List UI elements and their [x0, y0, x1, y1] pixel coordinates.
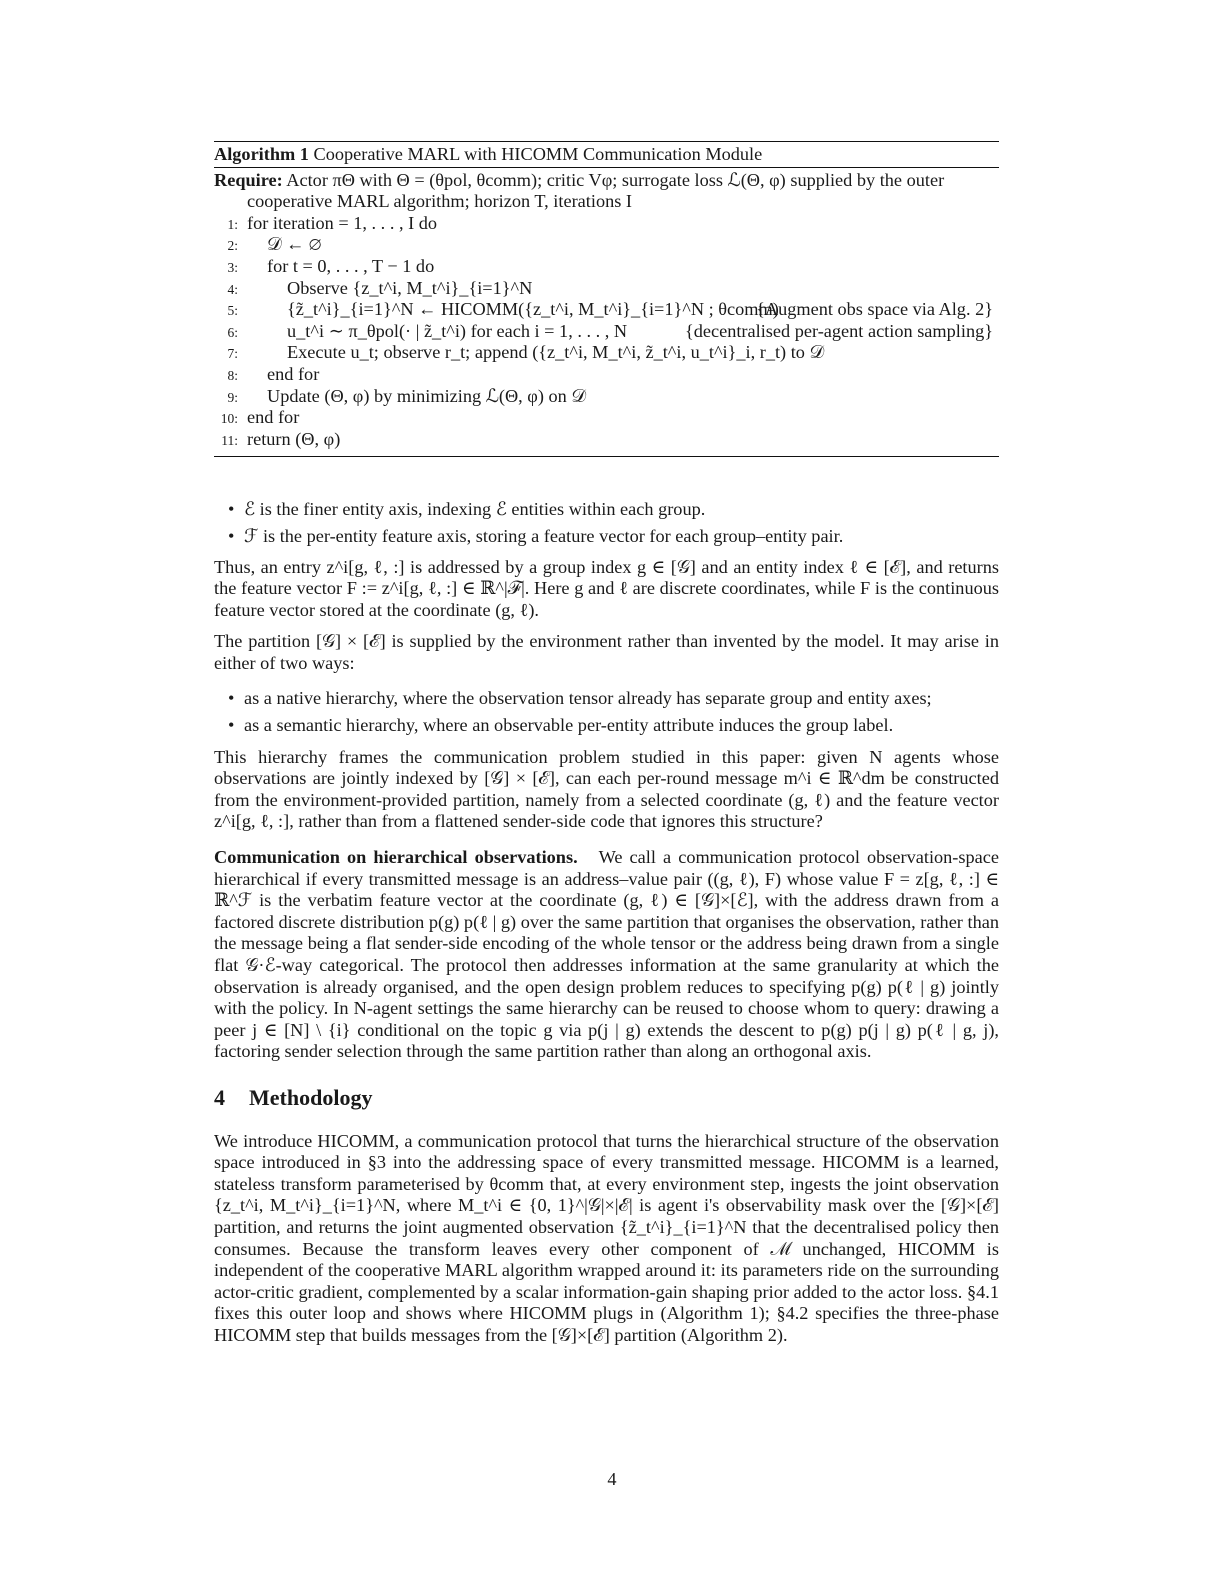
algorithm-line	[214, 213, 999, 235]
paragraph-heading: Communication on hierarchical observations.	[214, 847, 578, 868]
line-text: Update (Θ, φ) by minimizing ℒ(Θ, φ) on 𝒟	[267, 385, 586, 406]
section-number: 4	[214, 1084, 225, 1110]
axis-bullet-list	[214, 499, 999, 547]
paragraph-body: We call a communication protocol observation-space hierarchical if every transmitted message is an address–value pair ((g, ℓ), F) whose value F = z[g, ℓ, :] ∈ ℝ^ℱ is the verbatim feature vector at the coordinate (g, ℓ) ∈ [𝒢]×[ℰ], with the address drawn from a factored discrete distribution p(g) p(ℓ | g) over the same partition that organises the observation, rather than the message being a flat sender-side encoding of the whole tensor or the address being drawn from a single flat 𝒢·ℰ-way categorical. The protocol then addresses information at the same granularity at which the observation is already organised, and the open design problem reduces to specifying p(g) p(ℓ | g) jointly with the policy. In N-agent settings the same hierarchy can be reused to choose whom to query: drawing a peer j ∈ [N] \ {i} conditional on the topic g via p(j | g) extends the descent to p(g) p(j | g) p(ℓ | g, j), factoring sender selection through the same partition rather than along an orthogonal axis.	[214, 847, 999, 1062]
line-number: 1:	[227, 216, 238, 232]
line-text: Execute u_t; observe r_t; append ({z_t^i, M_t^i, z̃_t^i, u_t^i}_i, r_t) to 𝒟	[287, 342, 825, 363]
algorithm-line	[214, 429, 999, 451]
line-number: 11:	[221, 432, 238, 448]
line-text: u_t^i ∼ π_θpol(· | z̃_t^i) for each i = 1, . . . , N	[287, 320, 628, 341]
algorithm-label: Algorithm 1	[214, 144, 309, 164]
paragraph-partition: The partition [𝒢] × [ℰ] is supplied by the environment rather than invented by the model. It may arise in either of two ways:	[214, 631, 999, 673]
algorithm-title: Cooperative MARL with HICOMM Communication Module	[313, 144, 763, 164]
algorithm-caption	[214, 142, 999, 167]
algorithm-line	[214, 407, 999, 429]
line-comment: {Augment obs space via Alg. 2}	[756, 299, 993, 320]
require-label: Require:	[214, 169, 283, 190]
line-number: 9:	[227, 389, 238, 405]
line-number: 6:	[227, 324, 238, 340]
algorithm-line	[214, 342, 999, 364]
algorithm-bottom-rule	[214, 456, 999, 457]
line-number: 7:	[227, 346, 238, 362]
algorithm-line	[214, 234, 999, 256]
list-item: • ℰ is the finer entity axis, indexing ℰ entities within each group.	[214, 499, 999, 521]
require-text: Actor πΘ with Θ = (θpol, θcomm); critic Vφ; surrogate loss ℒ(Θ, φ) supplied by the outer	[286, 169, 945, 190]
list-item: • as a native hierarchy, where the observation tensor already has separate group and entity axes;	[214, 688, 999, 710]
line-comment: {decentralised per-agent action sampling}	[684, 320, 993, 341]
line-number: 5:	[227, 303, 238, 319]
line-text: end for	[267, 363, 320, 384]
line-text: for t = 0, . . . , T − 1 do	[267, 255, 435, 276]
paragraph-methodology: We introduce HICOMM, a communication protocol that turns the hierarchical structure of the observation space introduced in §3 into the addressing space of every transmitted message. HICOMM is a learned, stateless transform parameterised by θcomm that, at every environment step, ingests the joint observation {z_t^i, M_t^i}_{i=1}^N, where M_t^i ∈ {0, 1}^|𝒢|×|ℰ| is agent i's observability mask over the [𝒢]×[ℰ] partition, and returns the joint augmented observation {z̃_t^i}_{i=1}^N that the decentralised policy then consumes. Because the transform leaves every other component of ℳ unchanged, HICOMM is independent of the cooperative MARL algorithm wrapped around it: its parameters ride on the surrounding actor-critic gradient, complemented by a scalar information-gain shaping prior added to the actor loss. §4.1 fixes this outer loop and shows where HICOMM plugs in (Algorithm 1); §4.2 specifies the three-phase HICOMM step that builds messages from the [𝒢]×[ℰ] partition (Algorithm 2).	[214, 1130, 999, 1345]
algorithm-lines	[214, 213, 999, 451]
line-text: end for	[247, 407, 300, 428]
section-heading	[214, 1084, 999, 1110]
paragraph-frames: This hierarchy frames the communication problem studied in this paper: given N agents whose observations are jointly indexed by [𝒢] × [ℰ], can each per-round message m^i ∈ ℝ^dm be constructed from the environment-provided partition, namely from a selected coordinate (g, ℓ) and the feature vector z^i[g, ℓ, :], rather than from a flattened sender-side code that ignores this structure?	[214, 746, 999, 832]
page-number: 4	[607, 1469, 617, 1489]
line-text: for iteration = 1, . . . , I do	[247, 212, 438, 233]
line-number: 10:	[220, 411, 238, 427]
list-item: • as a semantic hierarchy, where an observable per-entity attribute induces the group label.	[214, 715, 999, 737]
line-text: Observe {z_t^i, M_t^i}_{i=1}^N	[287, 277, 533, 298]
algorithm-line	[214, 299, 999, 321]
section-title: Methodology	[249, 1084, 373, 1110]
algorithm-line	[214, 386, 999, 408]
line-text: 𝒟 ← ∅	[267, 234, 322, 255]
algorithm-line	[214, 256, 999, 278]
line-number: 8:	[227, 367, 238, 383]
algorithm-line	[214, 364, 999, 386]
algorithm-line	[214, 278, 999, 300]
paragraph-thus: Thus, an entry z^i[g, ℓ, :] is addressed by a group index g ∈ [𝒢] and an entity index ℓ ∈ [ℰ], and returns the feature vector F := z^i[g, ℓ, :] ∈ ℝ^|ℱ|. Here g and ℓ are discrete coordinates, while F is the continuous feature vector stored at the coordinate (g, ℓ).	[214, 556, 999, 620]
line-text: return (Θ, φ)	[247, 428, 341, 449]
line-number: 3:	[227, 259, 238, 275]
line-text: {z̃_t^i}_{i=1}^N ← HICOMM({z_t^i, M_t^i}_{i=1}^N ; θcomm)	[287, 299, 779, 320]
paragraph-communication	[214, 847, 999, 1063]
algorithm-require	[214, 168, 999, 213]
list-item: • ℱ is the per-entity feature axis, storing a feature vector for each group–entity pair.	[214, 526, 999, 548]
paper-page	[214, 141, 999, 1347]
algorithm-line	[214, 321, 999, 343]
require-continuation: cooperative MARL algorithm; horizon T, iterations I	[247, 191, 632, 212]
line-number: 2:	[227, 238, 238, 254]
line-number: 4:	[227, 281, 238, 297]
hierarchy-bullet-list	[214, 688, 999, 736]
